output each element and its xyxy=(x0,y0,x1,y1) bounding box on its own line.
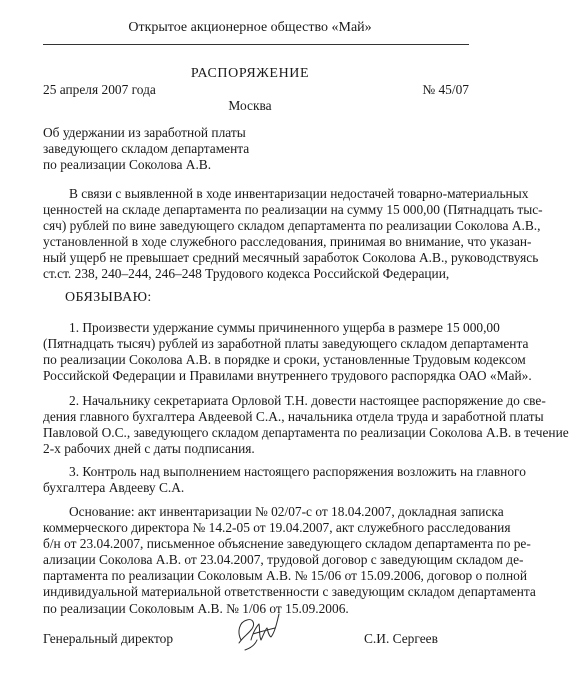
signatory-title: Генеральный директор xyxy=(43,631,174,646)
paragraph-line: Павловой О.С., заведующего складом департамента по реализации Соколова А.В. в течение xyxy=(43,425,569,441)
paragraph-line: 3. Контроль над выполнением настоящего распоряжения возложить на главного xyxy=(69,464,526,479)
paragraph-line: 1. Произвести удержание суммы причиненного ущерба в размере 15 000,00 xyxy=(69,320,500,335)
paragraph-line: по реализации Соколова А.В. в порядке и сроки, установленные Трудовым кодексом xyxy=(43,352,526,368)
document-city: Москва xyxy=(228,98,272,113)
subject-line: заведующего складом департамента xyxy=(43,141,250,157)
paragraph-line: 2. Начальнику секретариата Орловой Т.Н. довести настоящее распоряжение до све- xyxy=(69,393,546,408)
basis-paragraph xyxy=(43,504,536,617)
document-subject xyxy=(43,125,303,173)
paragraph-line: по реализации Соколовым А.В. № 1/06 от 15.09.2006. xyxy=(43,600,349,616)
paragraph-line: коммерческого директора № 14.2-05 от 19.04.2007, акт служебного расследования xyxy=(43,520,511,536)
order-item-3 xyxy=(43,464,526,496)
obligation-heading: ОБЯЗЫВАЮ: xyxy=(65,290,152,305)
signatory-name: С.И. Сергеев xyxy=(364,631,438,646)
subject-line: Об удержании из заработной платы xyxy=(43,125,246,140)
paragraph-line: б/н от 23.04.2007, письменное объяснение заведующего складом департамента по ре- xyxy=(43,536,531,552)
paragraph-line: ализации Соколова А.В. от 23.04.2007, трудовой договор с заведующим складом де- xyxy=(43,552,524,568)
handwritten-signature xyxy=(223,610,285,654)
paragraph-line: ный ущерб не превышает средний месячный заработок Соколова А.В., руководствуясь xyxy=(43,250,539,266)
paragraph-line: Российской Федерации и Правилами внутреннего трудового распорядка ОАО «Май». xyxy=(43,368,532,384)
paragraph-line: индивидуальной материальной ответственности с заведующим складом департамента xyxy=(43,584,536,600)
document-title: РАСПОРЯЖЕНИЕ xyxy=(190,66,310,81)
paragraph-line: ст.ст. 238, 240–244, 246–248 Трудового кодекса Российской Федерации, xyxy=(43,266,450,282)
paragraph-line: ценностей на складе департамента по реализации на сумму 15 000,00 (Пятнадцать тыс- xyxy=(43,202,543,218)
document-number: № 45/07 xyxy=(422,82,469,97)
paragraph-line: (Пятнадцать тысяч) рублей из заработной платы заведующего складом департамента xyxy=(43,336,529,352)
order-item-2 xyxy=(43,393,569,457)
paragraph-line: бухгалтера Авдееву С.А. xyxy=(43,480,185,496)
order-item-1 xyxy=(43,320,532,384)
paragraph-line: 2-х рабочих дней с даты подписания. xyxy=(43,441,255,457)
preamble-paragraph xyxy=(43,186,543,283)
paragraph-line: установленной в ходе служебного расследования, принимая во внимание, что указан- xyxy=(43,234,532,250)
paragraph-line: сяч) рублей по вине заведующего складом департамента по реализации Соколова А.В., xyxy=(43,218,541,234)
paragraph-line: В связи с выявленной в ходе инвентаризации недостачей товарно-материальных xyxy=(69,186,529,201)
organization-header: Открытое акционерное общество «Май» xyxy=(128,20,372,35)
subject-line: по реализации Соколова А.В. xyxy=(43,157,212,173)
paragraph-line: дения главного бухгалтера Авдеевой С.А., начальника отдела труда и заработной платы xyxy=(43,409,544,425)
document-date: 25 апреля 2007 года xyxy=(43,82,156,97)
header-divider xyxy=(43,44,469,45)
paragraph-line: Основание: акт инвентаризации № 02/07-с от 18.04.2007, докладная записка xyxy=(69,504,504,519)
paragraph-line: партамента по реализации Соколовым А.В. № 15/06 от 15.09.2006, договор о полной xyxy=(43,568,528,584)
